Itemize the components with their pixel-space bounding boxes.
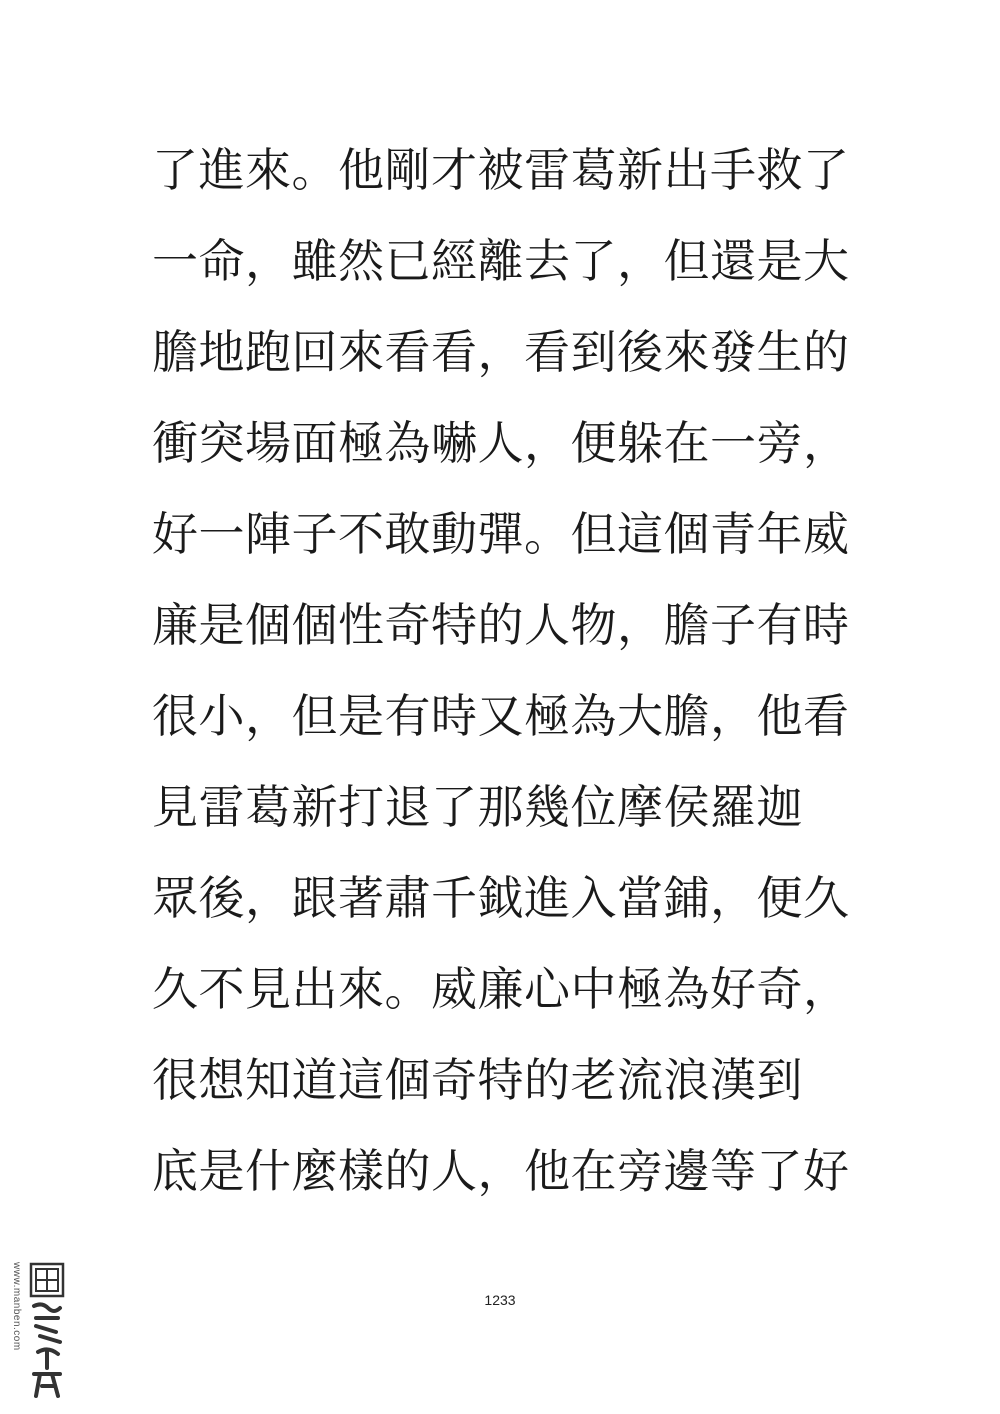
text-line: 底是什麼樣的人，他在旁邊等了好 — [152, 1144, 850, 1198]
text-line: 膽地跑回來看看，看到後來發生的 — [152, 325, 850, 379]
body-text — [152, 138, 872, 1230]
text-line: 眾後，跟著肅千鉞進入當鋪，便久 — [152, 871, 850, 925]
text-line: 一命，雖然已經離去了，但還是大 — [152, 234, 850, 288]
text-line: 很想知道這個奇特的老流浪漢到 — [152, 1053, 803, 1107]
text-line: 好一陣子不敢動彈。但這個青年威 — [152, 507, 850, 561]
manben-logo-icon — [28, 1262, 66, 1402]
text-line: 見雷葛新打退了那幾位摩侯羅迦 — [152, 780, 803, 834]
text-line: 廉是個個性奇特的人物，膽子有時 — [152, 598, 850, 652]
page-number: 1233 — [484, 1292, 516, 1308]
text-line: 了進來。他剛才被雷葛新出手救了 — [152, 143, 850, 197]
text-line: 衝突場面極為嚇人，便躲在一旁， — [152, 416, 850, 470]
text-line: 很小，但是有時又極為大膽，他看 — [152, 689, 850, 743]
watermark-url: www.manben.com — [11, 1262, 22, 1351]
text-line: 久不見出來。威廉心中極為好奇， — [152, 962, 850, 1016]
